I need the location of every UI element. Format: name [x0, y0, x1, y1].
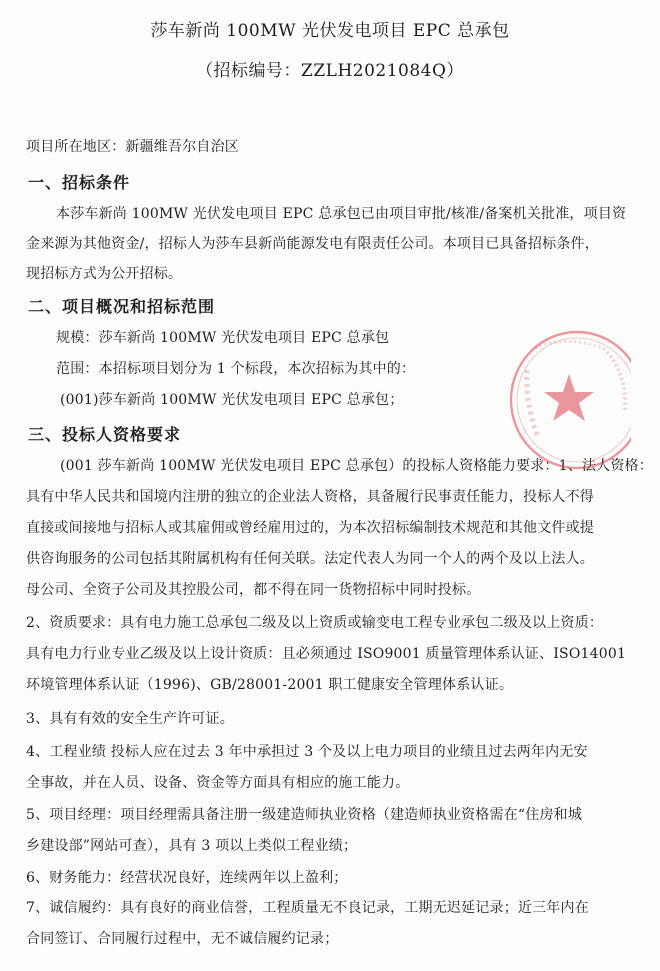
project-manager-item: 乡建设部”网站可查），具有 3 项以上类似工程业绩；	[26, 838, 358, 854]
paragraph-line: 金来源为其他资金/，招标人为莎车县新尚能源发电有限责任公司。本项目已具备招标条件，	[26, 236, 599, 252]
company-seal-stamp	[507, 330, 631, 470]
integrity-item: 7、诚信履约：具有良好的商业信誉，工程质量无不良记录，工期无迟延记录；近三年内在	[26, 900, 589, 916]
section-heading-qualification: 三、投标人资格要求	[28, 425, 182, 444]
document-title: 莎车新尚 100MW 光伏发电项目 EPC 总承包	[150, 21, 510, 41]
paragraph-line: 现招标方式为公开招标。	[26, 266, 183, 282]
performance-item: 全事故，并在人员、设备、资金等方面具有相应的施工能力。	[26, 775, 410, 791]
paragraph-line: (001 莎车新尚 100MW 光伏发电项目 EPC 总承包）的投标人资格能力要求：1、法人资格：	[60, 458, 653, 474]
paragraph-line: 供咨询服务的公司包括其附属机构有任何关联。法定代表人为同一个人的两个及以上法人。	[26, 551, 594, 567]
qualification-item: 环境管理体系认证（1996)、GB/28001-2001 职工健康安全管理体系认证。	[26, 677, 514, 693]
section-heading-project-overview: 二、项目概况和招标范围	[28, 297, 216, 316]
integrity-item: 合同签订、合同履行过程中，无不诚信履约记录；	[26, 931, 339, 947]
section-heading-tender-conditions: 一、招标条件	[28, 173, 131, 192]
paragraph-line: 具有中华人民共和国境内注册的独立的企业法人资格，具备履行民事责任能力，投标人不得	[26, 489, 594, 505]
paragraph-line: 本莎车新尚 100MW 光伏发电项目 EPC 总承包已由项目审批/核准/备案机关批准，项目资	[56, 206, 627, 222]
scale-line: 规模：莎车新尚 100MW 光伏发电项目 EPC 总承包	[56, 330, 390, 346]
financial-item: 6、财务能力：经营状况良好，连续两年以上盈利；	[26, 870, 348, 886]
paragraph-line: 直接或间接地与招标人或其雇佣或曾经雇用过的，为本次招标编制技术规范和其他文件或提	[26, 520, 594, 536]
qualification-item: 2、资质要求：具有电力施工总承包二级及以上资质或输变电工程专业承包二级及以上资质：	[26, 615, 604, 631]
tender-number: （招标编号：ZZLH2021084Q）	[196, 61, 464, 81]
scope-line: 范围：本招标项目划分为 1 个标段，本次招标为其中的：	[56, 361, 416, 377]
lot-line: (001)莎车新尚 100MW 光伏发电项目 EPC 总承包；	[60, 392, 404, 408]
project-location: 项目所在地区：新疆维吾尔自治区	[26, 139, 239, 155]
safety-license-item: 3、具有有效的安全生产许可证。	[26, 711, 234, 727]
performance-item: 4、工程业绩 投标人应在过去 3 年中承担过 3 个及以上电力项目的业绩且过去两年内无安	[26, 744, 588, 760]
qualification-item: 具有电力行业专业乙级及以上设计资质：且必须通过 ISO9001 质量管理体系认证、ISO14001	[26, 646, 627, 662]
paragraph-line: 母公司、全资子公司及其控股公司，都不得在同一货物招标中同时投标。	[26, 582, 481, 598]
project-manager-item: 5、项目经理：项目经理需具备注册一级建造师执业资格（建造师执业资格需在“住房和城	[26, 807, 583, 823]
